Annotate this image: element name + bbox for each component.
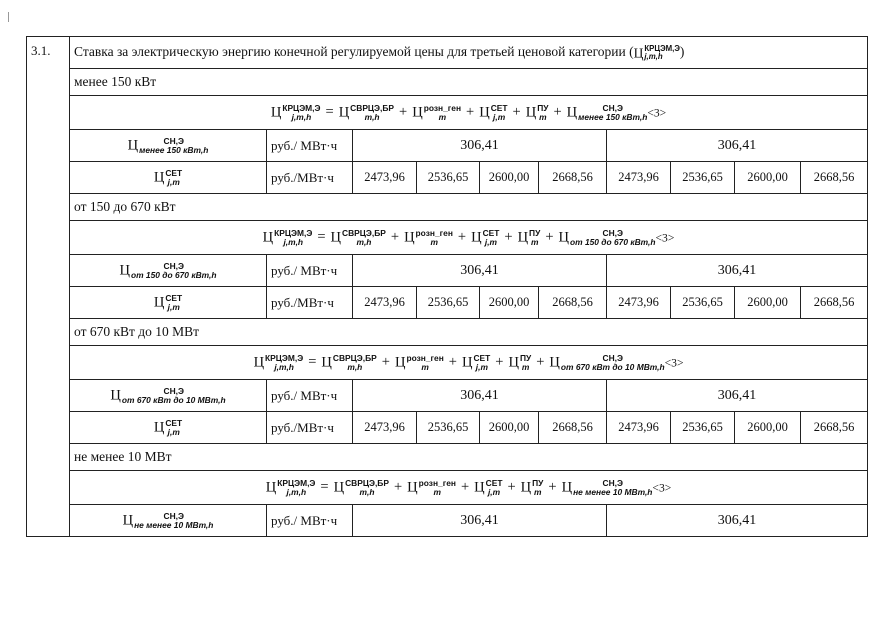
section-4-energy-row [27,505,868,537]
section-1-grid-value-6: 2536,65 [671,162,735,194]
section-1-formula-t4-scripts [537,104,548,122]
section-2-formula-t5-sup: СН,Э [602,227,623,238]
section-1-grid-value-4: 2668,56 [539,162,607,194]
section-3-equals: = [308,353,317,370]
section-3-formula-t3-sub: j,m [475,361,488,372]
section-1-grid-label [70,162,267,194]
section-3-formula-t1-base: Ц [321,354,332,371]
section-3-formula-t2-base: Ц [394,354,406,371]
section-3-grid-symbol-base: Ц [153,419,165,436]
section-2-formula-t1-scripts [342,229,386,247]
section-2-formula-t3-sub: j,m [484,236,498,247]
section-3-formula-t2-sup: розн_ген [406,352,444,363]
section-2-formula-t5-sub: от 150 до 670 кВт,h [570,236,656,247]
section-2-formula-t1-base: Ц [330,229,342,246]
section-4-formula [70,471,868,505]
section-2-energy-row [27,255,868,287]
section-1-formula-t3-sub: j,m [493,111,506,122]
section-1-formula-t1-scripts [350,104,394,122]
title-price-symbol [634,45,680,61]
section-2-grid-symbol-sup: СЕТ [165,292,183,303]
title-price-symbol-sub: j,m,h [644,51,663,61]
section-4-energy-symbol-sup: СН,Э [163,510,184,521]
section-1-plus-2: + [466,103,475,120]
section-3-energy-unit: руб./ МВт·ч [267,380,353,412]
section-4-formula-t5-scripts [573,479,652,497]
section-2-footnote-ref: <3> [655,231,675,244]
section-4-formula-t4 [521,479,544,497]
section-2-formula-t4-sub: m [530,236,539,247]
section-1-grid-unit: руб./МВт·ч [267,162,353,194]
section-2-formula-t5-scripts [570,229,656,247]
section-3-formula-t2-sub: m [421,361,429,372]
title-price-symbol-sup: КРЦЭМ,Э [644,43,680,53]
section-1-heading: менее 150 кВт [70,69,868,96]
section-2-grid-value-5: 2473,96 [607,287,671,319]
tariff-table [26,36,868,537]
section-1-grid-symbol-sub: j,m [167,176,180,187]
section-2-grid-unit: руб./МВт·ч [267,287,353,319]
section-3-plus-1: + [381,353,390,370]
section-4-energy-label [70,505,267,537]
section-3-energy-row [27,380,868,412]
section-4-formula-t2-sub: m [433,486,442,497]
section-3-grid-value-6: 2536,65 [671,412,735,444]
title-symbol [634,44,680,59]
section-1-energy-symbol-sup: СН,Э [163,135,184,146]
section-4-formula-t4-sub: m [534,486,542,497]
section-1-formula-t2-scripts [424,104,461,122]
section-4-formula-t5-base: Ц [561,479,573,496]
section-3-grid-symbol [154,419,182,437]
section-1-formula-t1-base: Ц [338,104,350,121]
section-1-equals: = [325,103,334,120]
section-2-formula-t3-sup: СЕТ [482,227,500,238]
section-4-plus-1: + [393,478,403,495]
section-4-heading-row [27,444,868,471]
section-1-formula-t2-sub: m [438,111,447,122]
section-2-formula-row [27,221,868,255]
section-4-formula-t4-base: Ц [520,479,532,496]
section-1-heading-row [27,69,868,96]
margin-mark [8,12,9,22]
section-2-grid-value-2: 2536,65 [417,287,480,319]
section-1-formula-lhs-base: Ц [270,104,282,121]
section-1-energy-symbol-sub: менее 150 кВт,h [139,144,209,155]
section-2-formula-t3 [471,229,499,247]
section-3-formula-t5-sup: СН,Э [602,352,623,363]
section-1-grid-symbol [154,169,182,187]
section-3-formula-t1 [321,354,376,372]
section-4-energy-symbol-base: Ц [122,512,134,529]
section-1-energy-symbol-base: Ц [127,137,139,154]
section-4-formula-t1-sup: СВРЦЭ,БР [345,477,389,488]
section-4-energy-value-1: 306,41 [353,505,607,537]
section-4-equals: = [320,478,329,495]
section-3-grid-label [70,412,267,444]
section-2-formula-t4-sup: ПУ [529,227,541,238]
section-4-formula-lhs-base: Ц [265,479,277,496]
section-1-energy-value-2: 306,41 [607,130,868,162]
section-4-formula-t1 [334,479,389,497]
section-4-formula-t4-scripts [532,479,543,497]
section-1-formula-t3-base: Ц [479,104,490,121]
section-3-energy-symbol-scripts [122,387,226,405]
section-1-plus-3: + [512,103,521,120]
section-2-grid-value-4: 2668,56 [539,287,607,319]
section-4-plus-3: + [507,478,516,495]
section-4-formula-lhs-sub: j,m,h [286,486,307,497]
section-2-formula-lhs-sub: j,m,h [283,236,304,247]
section-2-grid-label [70,287,267,319]
section-2-formula-t1-sub: m,h [356,236,372,247]
section-3-energy-symbol-sup: СН,Э [163,385,184,396]
section-3-formula-t4-sup: ПУ [519,352,532,363]
section-3-energy-value-2: 306,41 [607,380,868,412]
section-3-formula-t4-sub: m [521,361,530,372]
section-3-plus-4: + [536,353,545,370]
section-4-formula-t3-base: Ц [474,479,485,496]
section-4-formula-t3-sup: СЕТ [485,477,503,488]
section-3-energy-symbol-sub: от 670 кВт до 10 МВт,h [121,394,226,405]
section-3-formula-t5-scripts [561,354,665,372]
section-1-formula-lhs-sub: j,m,h [291,111,312,122]
section-3-grid-value-5: 2473,96 [607,412,671,444]
section-4-formula-lhs [266,479,316,497]
section-1-grid-value-1: 2473,96 [353,162,417,194]
section-3-heading: от 670 кВт до 10 МВт [70,319,868,346]
section-1-grid-value-3: 2600,00 [480,162,539,194]
section-2-formula-t4 [518,229,541,247]
section-1-grid-value-8: 2668,56 [801,162,868,194]
section-4-formula-t3-sub: j,m [487,486,501,497]
title-row [27,37,868,69]
section-3-formula-lhs-sup: КРЦЭМ,Э [265,352,304,363]
section-2-equals: = [317,228,326,245]
section-2-formula-t5 [559,229,656,247]
title-price-symbol-base: Ц [633,45,644,61]
section-3-heading-row [27,319,868,346]
section-4-formula-t2-base: Ц [407,479,418,496]
section-1-energy-symbol-scripts [139,137,208,155]
section-2-formula-t3-base: Ц [471,229,482,246]
section-1-formula-t5-base: Ц [566,104,578,121]
section-1-formula-t4-sub: m [539,111,547,122]
section-1-formula-t3-sup: СЕТ [490,102,508,113]
section-2-formula-lhs [263,229,313,247]
section-1-formula-t4-sup: ПУ [537,102,549,113]
section-3-formula-lhs-base: Ц [253,354,265,371]
section-1-formula-row [27,96,868,130]
section-1-formula-t4-base: Ц [525,104,537,121]
section-4-formula-t1-sub: m,h [359,486,375,497]
section-3-grid-symbol-scripts [165,419,182,437]
section-2-formula-t1 [331,229,386,247]
section-3-footnote-ref: <3> [664,356,684,369]
section-1-grid-symbol-sup: СЕТ [165,167,183,178]
section-4-heading: не менее 10 МВт [70,444,868,471]
section-2-formula-t2-base: Ц [404,229,415,246]
section-1-grid-symbol-base: Ц [153,169,165,186]
section-4-formula-lhs-sup: КРЦЭМ,Э [277,477,316,488]
section-4-formula-t3 [474,479,502,497]
section-3-formula-lhs-scripts [265,354,303,372]
section-2-grid-symbol-scripts [165,294,182,312]
section-3-formula-lhs-sub: j,m,h [274,361,294,372]
section-3-energy-symbol [110,387,225,405]
section-4-formula-t2-scripts [419,479,456,497]
section-2-formula-t3-scripts [483,229,500,247]
section-1-formula-t4 [526,104,549,122]
section-3-formula-t5 [549,354,664,372]
section-2-formula-lhs-scripts [274,229,312,247]
section-4-formula-t5-sub: не менее 10 МВт,h [573,486,653,497]
section-1-energy-row [27,130,868,162]
section-2-plus-1: + [390,228,400,245]
section-2-energy-symbol [120,262,217,280]
section-3-plus-2: + [448,353,457,370]
section-2-energy-symbol-sub: от 150 до 670 кВт,h [130,269,217,280]
section-3-formula-t1-sup: СВРЦЭ,БР [332,352,377,363]
section-4-formula-t5 [562,479,653,497]
section-2-plus-3: + [504,228,513,245]
section-1-formula-t5-sup: СН,Э [602,102,623,113]
section-1-formula [70,96,868,130]
section-3-grid-value-4: 2668,56 [539,412,607,444]
section-2-grid-value-3: 2600,00 [480,287,539,319]
section-4-plus-4: + [548,478,557,495]
section-4-formula-t2-sup: розн_ген [418,477,456,488]
item-number: 3.1. [27,37,70,537]
section-1-formula-t2-sup: розн_ген [423,102,462,113]
section-3-grid-unit: руб./МВт·ч [267,412,353,444]
section-2-formula [70,221,868,255]
table-title [70,37,868,69]
section-2-energy-symbol-sup: СН,Э [163,260,184,271]
section-1-formula-t5-scripts [578,104,647,122]
section-1-grid-value-2: 2536,65 [417,162,480,194]
section-4-formula-t2 [407,479,456,497]
section-4-formula-row [27,471,868,505]
section-1-footnote-ref: <3> [647,106,667,119]
section-2-energy-unit: руб./ МВт·ч [267,255,353,287]
section-2-grid-value-7: 2600,00 [735,287,801,319]
section-4-formula-t1-scripts [345,479,389,497]
section-4-formula-t4-sup: ПУ [532,477,544,488]
section-4-energy-symbol [123,512,214,530]
section-1-formula-t1-sub: m,h [364,111,380,122]
section-4-energy-value-2: 306,41 [607,505,868,537]
section-1-formula-t5-sub: менее 150 кВт,h [578,111,648,122]
section-2-energy-value-2: 306,41 [607,255,868,287]
section-1-grid-row [27,162,868,194]
section-1-grid-symbol-scripts [165,169,182,187]
section-3-grid-value-2: 2536,65 [417,412,480,444]
section-3-formula-t5-base: Ц [549,354,560,371]
section-3-formula [70,346,868,380]
section-1-formula-t5 [567,104,648,122]
section-1-plus-4: + [553,103,562,120]
section-3-energy-label [70,380,267,412]
section-3-formula-t4 [508,354,531,372]
section-1-energy-label [70,130,267,162]
section-2-formula-t2-scripts [416,229,453,247]
section-3-grid-value-1: 2473,96 [353,412,417,444]
section-1-grid-value-7: 2600,00 [735,162,801,194]
section-3-formula-t2-scripts [406,354,443,372]
section-3-energy-symbol-base: Ц [110,387,121,404]
section-3-grid-value-7: 2600,00 [735,412,801,444]
section-2-formula-t1-sup: СВРЦЭ,БР [342,227,386,238]
section-2-energy-symbol-scripts [131,262,217,280]
section-3-grid-symbol-sup: СЕТ [165,417,183,428]
section-1-grid-value-5: 2473,96 [607,162,671,194]
section-3-formula-row [27,346,868,380]
section-2-formula-t4-base: Ц [517,229,529,246]
section-3-formula-t3-scripts [473,354,490,372]
section-2-formula-t2-sup: розн_ген [415,227,453,238]
section-2-plus-2: + [457,228,467,245]
section-3-formula-t5-sub: от 670 кВт до 10 МВт,h [560,361,665,372]
section-1-formula-t1 [339,104,394,122]
title-price-symbol-scripts [644,45,680,61]
section-2-energy-value-1: 306,41 [353,255,607,287]
section-3-formula-t3-sup: СЕТ [473,352,491,363]
section-1-formula-t3-scripts [491,104,508,122]
section-4-energy-unit: руб./ МВт·ч [267,505,353,537]
section-2-formula-lhs-sup: КРЦЭМ,Э [274,227,313,238]
section-2-grid-value-1: 2473,96 [353,287,417,319]
section-2-grid-symbol [154,294,182,312]
section-1-formula-lhs-sup: КРЦЭМ,Э [282,102,321,113]
section-2-energy-symbol-base: Ц [119,262,130,279]
section-1-energy-value-1: 306,41 [353,130,607,162]
section-2-formula-t4-scripts [529,229,540,247]
section-2-formula-t2 [404,229,453,247]
section-3-grid-row [27,412,868,444]
section-1-energy-unit: руб./ МВт·ч [267,130,353,162]
section-2-heading-row [27,194,868,221]
section-1-formula-t3 [479,104,507,122]
section-2-plus-4: + [545,228,554,245]
section-2-grid-row [27,287,868,319]
section-3-formula-t1-sub: m,h [347,361,363,372]
section-3-grid-symbol-sub: j,m [167,426,180,437]
section-3-formula-t4-scripts [520,354,531,372]
section-2-formula-t5-base: Ц [558,229,569,246]
section-2-formula-lhs-base: Ц [262,229,274,246]
section-3-grid-value-8: 2668,56 [801,412,868,444]
section-3-plus-3: + [495,353,504,370]
section-3-formula-t1-scripts [333,354,377,372]
section-2-formula-t2-sub: m [430,236,438,247]
section-1-formula-lhs-scripts [282,104,320,122]
section-2-grid-symbol-sub: j,m [167,301,180,312]
section-1-plus-1: + [399,103,408,120]
section-1-formula-lhs [271,104,321,122]
section-2-grid-symbol-base: Ц [153,294,165,311]
section-1-formula-t2-base: Ц [412,104,423,121]
section-2-grid-value-6: 2536,65 [671,287,735,319]
section-4-formula-t3-scripts [486,479,503,497]
section-1-formula-t1-sup: СВРЦЭ,БР [350,102,395,113]
section-2-heading: от 150 до 670 кВт [70,194,868,221]
section-1-energy-symbol [128,137,209,155]
section-4-footnote-ref: <3> [652,481,672,494]
section-4-energy-symbol-sub: не менее 10 МВт,h [134,519,214,530]
section-3-energy-value-1: 306,41 [353,380,607,412]
section-4-plus-2: + [460,478,470,495]
section-3-formula-t3 [462,354,490,372]
section-4-formula-t5-sup: СН,Э [602,477,623,488]
section-3-formula-t3-base: Ц [461,354,473,371]
section-3-formula-t4-base: Ц [508,354,519,371]
section-4-formula-t1-base: Ц [333,479,345,496]
section-1-formula-t2 [412,104,461,122]
section-3-formula-lhs [254,354,304,372]
section-2-energy-label [70,255,267,287]
section-4-formula-lhs-scripts [277,479,315,497]
section-3-formula-t2 [395,354,444,372]
section-4-energy-symbol-scripts [134,512,213,530]
title-text: Ставка за электрическую энергию конечной регулируемой цены для третьей ценовой категории ( [74,43,634,59]
section-2-grid-value-8: 2668,56 [801,287,868,319]
section-3-grid-value-3: 2600,00 [480,412,539,444]
title-close: ) [679,43,685,59]
